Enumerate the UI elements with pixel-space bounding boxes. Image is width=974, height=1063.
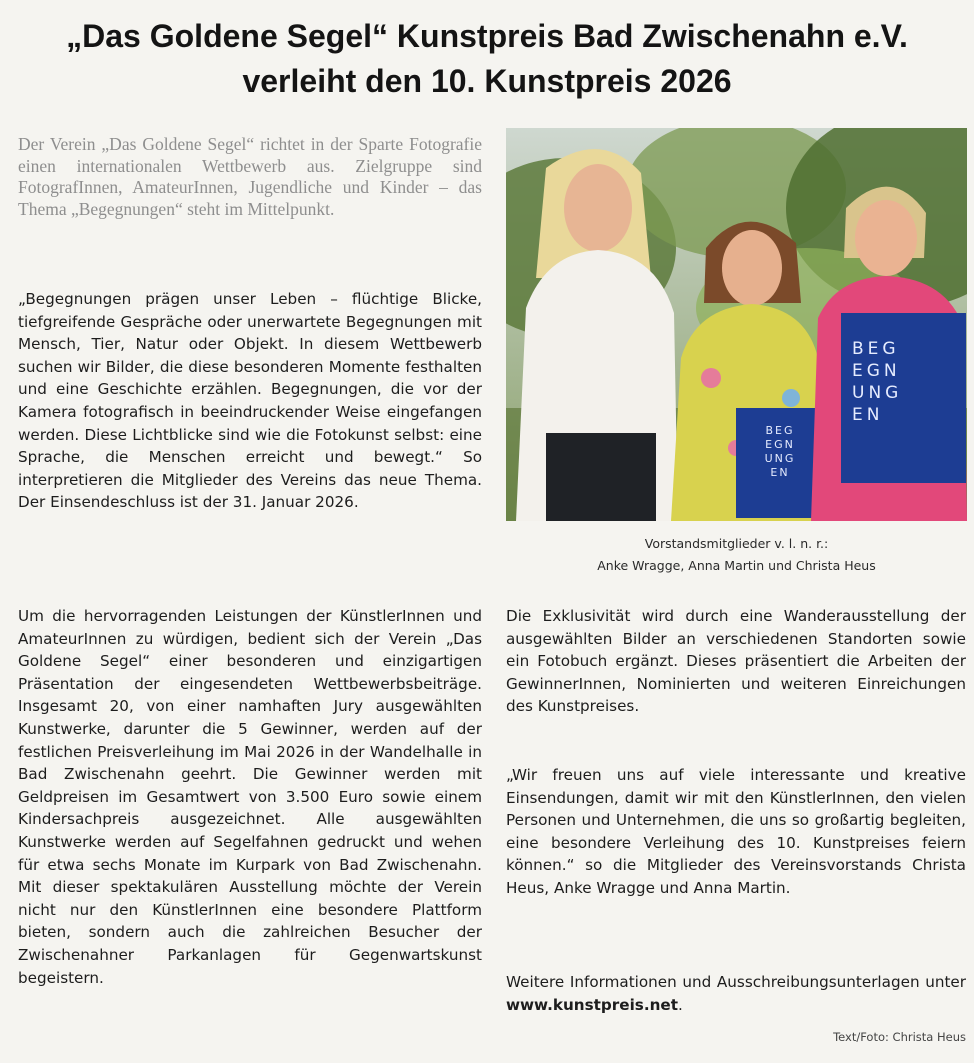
large-poster-text — [852, 338, 952, 426]
large-poster-line: EGN — [852, 361, 901, 381]
intro-paragraph: Der Verein „Das Goldene Segel“ richtet in der Sparte Fotografie einen internationalen Wettbewerb aus. Zielgruppe sind FotografInnen, AmateurInnen, Jugendliche und Kinder – das Thema „Begegnungen“ steht im Mittelpunkt. — [18, 134, 482, 220]
photo-illustration — [506, 128, 967, 521]
photo-credit: Text/Foto: Christa Heus — [833, 1030, 966, 1044]
more-info-paragraph — [506, 971, 966, 1016]
small-poster-line: UNG — [764, 452, 796, 465]
website-link[interactable]: www.kunstpreis.net — [506, 995, 678, 1014]
headline — [20, 14, 954, 104]
small-poster-line: BEG — [765, 424, 795, 437]
large-poster-line: BEG — [852, 339, 900, 359]
small-poster-line: EN — [770, 466, 790, 479]
caption-line-2: Anke Wragge, Anna Martin und Christa Heus — [597, 558, 876, 573]
main-text: Um die hervorragenden Leistungen der KünstlerInnen und AmateurInnen zu würdigen, bedient sich der Verein „Das Goldene Segel“ einer besonderen und einzigartigen Präsentation der eingesendeten Wettbewerbsbeiträge. Insgesamt 20, von einer namhaften Jury ausgewählten Kunstwerke, darunter die 5 Gewinner, werden auf der festlichen Preisverleihung im Mai 2026 in der Wandelhalle in Bad Zwischenahn geehrt. Die Gewinner werden mit Geldpreisen im Gesamtwert von 3.500 Euro sowie einem Kindersachpreis ausgezeichnet. Alle ausgewählten Kunstwerke werden auf Segelfahnen gedruckt und wehen für etwa sechs Monate im Kurpark von Bad Zwischenahn. Mit dieser spektakulären Ausstellung möchte der Verein nicht nur den KünstlerInnen eine besondere Plattform bieten, sondern auch die zahlreichen Besucher der Zwischenahner Parkanlagen für Gegenwartskunst begeistern. — [18, 607, 482, 987]
main-paragraph — [18, 605, 482, 989]
small-poster-line: EGN — [765, 438, 795, 451]
board-quote-paragraph — [506, 764, 966, 900]
exclusivity-paragraph — [506, 605, 966, 718]
exclusivity-text: Die Exklusivität wird durch eine Wanderausstellung der ausgewählten Bilder an verschiedenen Standorten sowie ein Fotobuch ergänzt. Dieses präsentiert die Arbeiten der GewinnerInnen, Nominierten und weiteren Einreichungen des Kunstpreises. — [506, 607, 966, 716]
more-info-end: . — [677, 995, 683, 1014]
headline-line-1: „Das Goldene Segel“ Kunstpreis Bad Zwischenahn e.V. — [66, 18, 908, 54]
headline-line-2: verleiht den 10. Kunstpreis 2026 — [242, 63, 732, 99]
more-info-text — [506, 971, 966, 1016]
more-info-lead: Weitere Informationen und Ausschreibungsunterlagen unter — [506, 973, 966, 991]
caption-line-1: Vorstandsmitglieder v. l. n. r.: — [644, 536, 829, 551]
large-poster-line: EN — [852, 405, 884, 425]
quote-text: „Begegnungen prägen unser Leben – flüchtige Blicke, tiefgreifende Gespräche oder unerwartete Begegnungen mit Mensch, Tier, Natur oder Objekt. In diesem Wettbewerb suchen wir Bilder, die diese besonderen Momente festhalten und eine Geschichte erzählen. Begegnungen, die vor der Kamera fotografisch in beeindruckender Weise eingefangen werden. Diese Lichtblicke sind wie die Fotokunst selbst: eine Sprache, die Menschen erreicht und bewegt.“ So interpretieren die Mitglieder des Vereins das neue Thema. Der Einsendeschluss ist der 31. Januar 2026. — [18, 290, 482, 512]
large-poster-line: UNG — [852, 383, 903, 403]
small-poster-text — [742, 424, 818, 480]
board-members-photo — [506, 128, 967, 521]
board-quote-text: „Wir freuen uns auf viele interessante und kreative Einsendungen, damit wir mit den KünstlerInnen, den vielen Personen und Unternehmen, die uns so großartig begleiten, eine besondere Verleihung des 10. Kunstpreises feiern können.“ so die Mitglieder des Vereinsvorstands Christa Heus, Anke Wragge und Anna Martin. — [506, 766, 966, 897]
photo-caption — [506, 533, 967, 577]
quote-paragraph — [18, 288, 482, 514]
